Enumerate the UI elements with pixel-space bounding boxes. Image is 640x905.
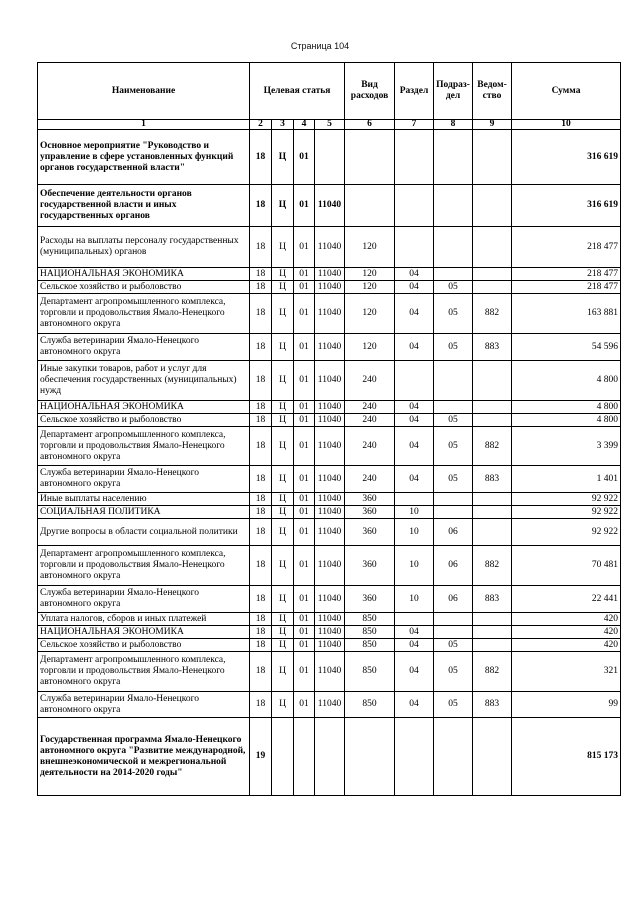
row-name: Сельское хозяйство и рыболовство xyxy=(38,639,250,652)
target-code-program: 18 xyxy=(250,466,272,493)
amount: 420 xyxy=(512,626,621,639)
row-name: Департамент агропромышленного комплекса, торговли и продовольствия Ямало-Ненецкого автономного округа xyxy=(38,427,250,466)
department-code xyxy=(473,130,512,185)
column-number: 5 xyxy=(315,120,345,130)
row-name: НАЦИОНАЛЬНАЯ ЭКОНОМИКА xyxy=(38,626,250,639)
subsection-code: 05 xyxy=(434,414,473,427)
target-code-subprogram: Ц xyxy=(272,692,294,718)
target-code-event xyxy=(294,718,315,796)
subsection-code: 06 xyxy=(434,519,473,546)
subsection-code xyxy=(434,130,473,185)
department-code xyxy=(473,493,512,506)
expense-type: 120 xyxy=(345,334,395,361)
target-code-event: 01 xyxy=(294,401,315,414)
department-code xyxy=(473,268,512,281)
department-code xyxy=(473,401,512,414)
subsection-code xyxy=(434,227,473,268)
column-number: 1 xyxy=(38,120,250,130)
target-code-direction: 11040 xyxy=(315,185,345,227)
row-name: Иные закупки товаров, работ и услуг для обеспечения государственных (муниципальных) нужд xyxy=(38,361,250,401)
target-code-direction: 11040 xyxy=(315,519,345,546)
table-row xyxy=(38,414,621,427)
department-code: 883 xyxy=(473,334,512,361)
target-code-event: 01 xyxy=(294,185,315,227)
target-code-direction xyxy=(315,130,345,185)
target-code-subprogram: Ц xyxy=(272,185,294,227)
target-code-program: 18 xyxy=(250,401,272,414)
target-code-program: 18 xyxy=(250,652,272,692)
budget-table xyxy=(37,62,621,796)
target-code-event: 01 xyxy=(294,639,315,652)
target-code-direction: 11040 xyxy=(315,626,345,639)
section-code: 10 xyxy=(395,506,434,519)
table-row xyxy=(38,466,621,493)
subsection-code xyxy=(434,493,473,506)
subsection-code: 05 xyxy=(434,281,473,294)
table-row xyxy=(38,506,621,519)
page-number-label: Страница 104 xyxy=(290,41,350,51)
department-code xyxy=(473,519,512,546)
section-code: 04 xyxy=(395,294,434,334)
table-row xyxy=(38,130,621,185)
subsection-code xyxy=(434,718,473,796)
target-code-direction: 11040 xyxy=(315,613,345,626)
target-code-program: 19 xyxy=(250,718,272,796)
table-row xyxy=(38,334,621,361)
amount: 4 800 xyxy=(512,414,621,427)
target-code-event: 01 xyxy=(294,268,315,281)
table-row xyxy=(38,361,621,401)
table-row xyxy=(38,227,621,268)
amount: 1 401 xyxy=(512,466,621,493)
target-code-direction: 11040 xyxy=(315,506,345,519)
expense-type: 240 xyxy=(345,466,395,493)
department-code: 882 xyxy=(473,427,512,466)
target-code-program: 18 xyxy=(250,586,272,613)
target-code-event: 01 xyxy=(294,692,315,718)
target-code-subprogram: Ц xyxy=(272,626,294,639)
department-code xyxy=(473,281,512,294)
row-name: Служба ветеринарии Ямало-Ненецкого автономного округа xyxy=(38,334,250,361)
target-code-event: 01 xyxy=(294,626,315,639)
amount: 70 481 xyxy=(512,546,621,586)
target-code-event: 01 xyxy=(294,294,315,334)
target-code-direction: 11040 xyxy=(315,466,345,493)
department-code xyxy=(473,718,512,796)
target-code-event: 01 xyxy=(294,414,315,427)
target-code-program: 18 xyxy=(250,427,272,466)
column-number: 9 xyxy=(473,120,512,130)
amount: 22 441 xyxy=(512,586,621,613)
header-subsection: Подраз-дел xyxy=(434,63,473,120)
row-name: Департамент агропромышленного комплекса, торговли и продовольствия Ямало-Ненецкого автономного округа xyxy=(38,652,250,692)
expense-type xyxy=(345,130,395,185)
amount: 92 922 xyxy=(512,506,621,519)
column-number: 10 xyxy=(512,120,621,130)
target-code-event: 01 xyxy=(294,334,315,361)
expense-type: 120 xyxy=(345,227,395,268)
column-number: 3 xyxy=(272,120,294,130)
expense-type: 850 xyxy=(345,626,395,639)
table-row xyxy=(38,294,621,334)
department-code xyxy=(473,185,512,227)
amount: 54 596 xyxy=(512,334,621,361)
expense-type xyxy=(345,718,395,796)
target-code-direction: 11040 xyxy=(315,227,345,268)
target-code-direction: 11040 xyxy=(315,401,345,414)
expense-type: 360 xyxy=(345,493,395,506)
table-row xyxy=(38,493,621,506)
target-code-subprogram: Ц xyxy=(272,130,294,185)
target-code-direction: 11040 xyxy=(315,586,345,613)
target-code-subprogram: Ц xyxy=(272,427,294,466)
target-code-event: 01 xyxy=(294,652,315,692)
section-code: 10 xyxy=(395,546,434,586)
target-code-program: 18 xyxy=(250,130,272,185)
expense-type: 240 xyxy=(345,401,395,414)
row-name: Служба ветеринарии Ямало-Ненецкого автономного округа xyxy=(38,586,250,613)
row-name: Расходы на выплаты персоналу государственных (муниципальных) органов xyxy=(38,227,250,268)
department-code: 883 xyxy=(473,466,512,493)
expense-type: 240 xyxy=(345,414,395,427)
amount: 218 477 xyxy=(512,281,621,294)
target-code-program: 18 xyxy=(250,227,272,268)
target-code-direction: 11040 xyxy=(315,294,345,334)
expense-type: 120 xyxy=(345,268,395,281)
subsection-code: 05 xyxy=(434,639,473,652)
subsection-code xyxy=(434,401,473,414)
target-code-subprogram: Ц xyxy=(272,546,294,586)
target-code-subprogram: Ц xyxy=(272,401,294,414)
target-code-program: 18 xyxy=(250,613,272,626)
subsection-code: 05 xyxy=(434,466,473,493)
row-name: Служба ветеринарии Ямало-Ненецкого автономного округа xyxy=(38,466,250,493)
target-code-program: 18 xyxy=(250,268,272,281)
row-name: Уплата налогов, сборов и иных платежей xyxy=(38,613,250,626)
target-code-event: 01 xyxy=(294,361,315,401)
subsection-code: 06 xyxy=(434,546,473,586)
row-name: Государственная программа Ямало-Ненецкого автономного округа "Развитие международной, внешнеэкономической и межрегиональной деятельности на 2014-2020 годы" xyxy=(38,718,250,796)
amount: 218 477 xyxy=(512,227,621,268)
target-code-subprogram: Ц xyxy=(272,294,294,334)
subsection-code: 05 xyxy=(434,294,473,334)
target-code-subprogram: Ц xyxy=(272,613,294,626)
target-code-subprogram: Ц xyxy=(272,466,294,493)
header-target-article: Целевая статья xyxy=(250,63,345,120)
target-code-program: 18 xyxy=(250,414,272,427)
section-code xyxy=(395,613,434,626)
target-code-direction: 11040 xyxy=(315,546,345,586)
target-code-direction: 11040 xyxy=(315,281,345,294)
target-code-direction: 11040 xyxy=(315,493,345,506)
target-code-program: 18 xyxy=(250,334,272,361)
target-code-event: 01 xyxy=(294,506,315,519)
amount: 99 xyxy=(512,692,621,718)
subsection-code: 05 xyxy=(434,692,473,718)
subsection-code xyxy=(434,506,473,519)
subsection-code xyxy=(434,185,473,227)
target-code-subprogram: Ц xyxy=(272,639,294,652)
expense-type: 360 xyxy=(345,586,395,613)
expense-type: 850 xyxy=(345,613,395,626)
table-row xyxy=(38,586,621,613)
department-code: 883 xyxy=(473,692,512,718)
table-row xyxy=(38,613,621,626)
section-code xyxy=(395,493,434,506)
target-code-event: 01 xyxy=(294,281,315,294)
target-code-subprogram: Ц xyxy=(272,414,294,427)
header-department: Ведом-ство xyxy=(473,63,512,120)
target-code-event: 01 xyxy=(294,586,315,613)
section-code xyxy=(395,130,434,185)
section-code: 04 xyxy=(395,281,434,294)
target-code-subprogram: Ц xyxy=(272,586,294,613)
target-code-program: 18 xyxy=(250,692,272,718)
department-code: 883 xyxy=(473,586,512,613)
expense-type: 850 xyxy=(345,692,395,718)
department-code xyxy=(473,361,512,401)
expense-type: 120 xyxy=(345,281,395,294)
section-code xyxy=(395,185,434,227)
amount: 420 xyxy=(512,639,621,652)
column-number: 6 xyxy=(345,120,395,130)
department-code xyxy=(473,414,512,427)
section-code xyxy=(395,361,434,401)
target-code-event: 01 xyxy=(294,546,315,586)
column-number: 4 xyxy=(294,120,315,130)
department-code xyxy=(473,639,512,652)
target-code-program: 18 xyxy=(250,493,272,506)
target-code-subprogram xyxy=(272,718,294,796)
target-code-program: 18 xyxy=(250,519,272,546)
section-code: 04 xyxy=(395,334,434,361)
header-expense-type: Вид расходов xyxy=(345,63,395,120)
target-code-program: 18 xyxy=(250,546,272,586)
header-name: Наименование xyxy=(38,63,250,120)
row-name: Иные выплаты населению xyxy=(38,493,250,506)
row-name: Департамент агропромышленного комплекса, торговли и продовольствия Ямало-Ненецкого автономного округа xyxy=(38,294,250,334)
amount: 815 173 xyxy=(512,718,621,796)
target-code-program: 18 xyxy=(250,361,272,401)
department-code: 882 xyxy=(473,294,512,334)
target-code-event: 01 xyxy=(294,130,315,185)
target-code-subprogram: Ц xyxy=(272,268,294,281)
target-code-event: 01 xyxy=(294,613,315,626)
section-code: 04 xyxy=(395,652,434,692)
subsection-code: 05 xyxy=(434,427,473,466)
amount: 321 xyxy=(512,652,621,692)
target-code-program: 18 xyxy=(250,281,272,294)
table-row xyxy=(38,718,621,796)
header-amount: Сумма xyxy=(512,63,621,120)
department-code xyxy=(473,613,512,626)
expense-type: 240 xyxy=(345,427,395,466)
target-code-event: 01 xyxy=(294,519,315,546)
expense-type: 850 xyxy=(345,639,395,652)
amount: 92 922 xyxy=(512,519,621,546)
target-code-event: 01 xyxy=(294,227,315,268)
target-code-direction: 11040 xyxy=(315,361,345,401)
row-name: Служба ветеринарии Ямало-Ненецкого автономного округа xyxy=(38,692,250,718)
department-code xyxy=(473,506,512,519)
table-row xyxy=(38,427,621,466)
target-code-program: 18 xyxy=(250,506,272,519)
subsection-code xyxy=(434,626,473,639)
subsection-code: 06 xyxy=(434,586,473,613)
target-code-direction: 11040 xyxy=(315,268,345,281)
target-code-event: 01 xyxy=(294,493,315,506)
target-code-subprogram: Ц xyxy=(272,334,294,361)
target-code-direction: 11040 xyxy=(315,652,345,692)
row-name: Сельское хозяйство и рыболовство xyxy=(38,281,250,294)
table-row xyxy=(38,268,621,281)
header-section: Раздел xyxy=(395,63,434,120)
table-row xyxy=(38,546,621,586)
section-code: 04 xyxy=(395,427,434,466)
amount: 4 800 xyxy=(512,401,621,414)
header-row xyxy=(38,63,621,120)
target-code-program: 18 xyxy=(250,294,272,334)
department-code: 882 xyxy=(473,652,512,692)
target-code-direction: 11040 xyxy=(315,692,345,718)
department-code xyxy=(473,227,512,268)
expense-type: 240 xyxy=(345,361,395,401)
target-code-direction: 11040 xyxy=(315,414,345,427)
expense-type: 120 xyxy=(345,294,395,334)
target-code-subprogram: Ц xyxy=(272,506,294,519)
target-code-subprogram: Ц xyxy=(272,361,294,401)
row-name: Департамент агропромышленного комплекса, торговли и продовольствия Ямало-Ненецкого автономного округа xyxy=(38,546,250,586)
section-code: 04 xyxy=(395,401,434,414)
section-code: 04 xyxy=(395,692,434,718)
section-code: 04 xyxy=(395,414,434,427)
target-code-subprogram: Ц xyxy=(272,493,294,506)
amount: 316 619 xyxy=(512,130,621,185)
table-row xyxy=(38,519,621,546)
department-code xyxy=(473,626,512,639)
section-code: 04 xyxy=(395,268,434,281)
table-row xyxy=(38,652,621,692)
column-number: 2 xyxy=(250,120,272,130)
target-code-subprogram: Ц xyxy=(272,227,294,268)
section-code: 04 xyxy=(395,626,434,639)
row-name: НАЦИОНАЛЬНАЯ ЭКОНОМИКА xyxy=(38,401,250,414)
table-row xyxy=(38,626,621,639)
target-code-direction: 11040 xyxy=(315,334,345,361)
row-name: Обеспечение деятельности органов государственной власти и иных государственных органов xyxy=(38,185,250,227)
amount: 92 922 xyxy=(512,493,621,506)
expense-type: 360 xyxy=(345,519,395,546)
section-code: 10 xyxy=(395,586,434,613)
row-name: Основное мероприятие "Руководство и управление в сфере установленных функций органов государственной власти" xyxy=(38,130,250,185)
section-code xyxy=(395,227,434,268)
table-row xyxy=(38,401,621,414)
table-body xyxy=(38,130,621,796)
amount: 218 477 xyxy=(512,268,621,281)
table-row xyxy=(38,692,621,718)
target-code-event: 01 xyxy=(294,427,315,466)
target-code-program: 18 xyxy=(250,185,272,227)
table-row xyxy=(38,185,621,227)
target-code-subprogram: Ц xyxy=(272,281,294,294)
expense-type xyxy=(345,185,395,227)
target-code-direction: 11040 xyxy=(315,639,345,652)
column-number: 7 xyxy=(395,120,434,130)
column-number-row xyxy=(38,120,621,130)
amount: 3 399 xyxy=(512,427,621,466)
expense-type: 850 xyxy=(345,652,395,692)
row-name: СОЦИАЛЬНАЯ ПОЛИТИКА xyxy=(38,506,250,519)
section-code: 04 xyxy=(395,639,434,652)
section-code: 04 xyxy=(395,466,434,493)
expense-type: 360 xyxy=(345,506,395,519)
target-code-direction xyxy=(315,718,345,796)
target-code-event: 01 xyxy=(294,466,315,493)
amount: 163 881 xyxy=(512,294,621,334)
row-name: Сельское хозяйство и рыболовство xyxy=(38,414,250,427)
subsection-code xyxy=(434,268,473,281)
amount: 316 619 xyxy=(512,185,621,227)
section-code: 10 xyxy=(395,519,434,546)
table-row xyxy=(38,281,621,294)
row-name: Другие вопросы в области социальной политики xyxy=(38,519,250,546)
target-code-subprogram: Ц xyxy=(272,652,294,692)
department-code: 882 xyxy=(473,546,512,586)
target-code-direction: 11040 xyxy=(315,427,345,466)
target-code-program: 18 xyxy=(250,639,272,652)
target-code-subprogram: Ц xyxy=(272,519,294,546)
subsection-code xyxy=(434,613,473,626)
subsection-code xyxy=(434,361,473,401)
row-name: НАЦИОНАЛЬНАЯ ЭКОНОМИКА xyxy=(38,268,250,281)
subsection-code: 05 xyxy=(434,334,473,361)
section-code xyxy=(395,718,434,796)
amount: 420 xyxy=(512,613,621,626)
expense-type: 360 xyxy=(345,546,395,586)
amount: 4 800 xyxy=(512,361,621,401)
table-row xyxy=(38,639,621,652)
target-code-program: 18 xyxy=(250,626,272,639)
column-number: 8 xyxy=(434,120,473,130)
subsection-code: 05 xyxy=(434,652,473,692)
